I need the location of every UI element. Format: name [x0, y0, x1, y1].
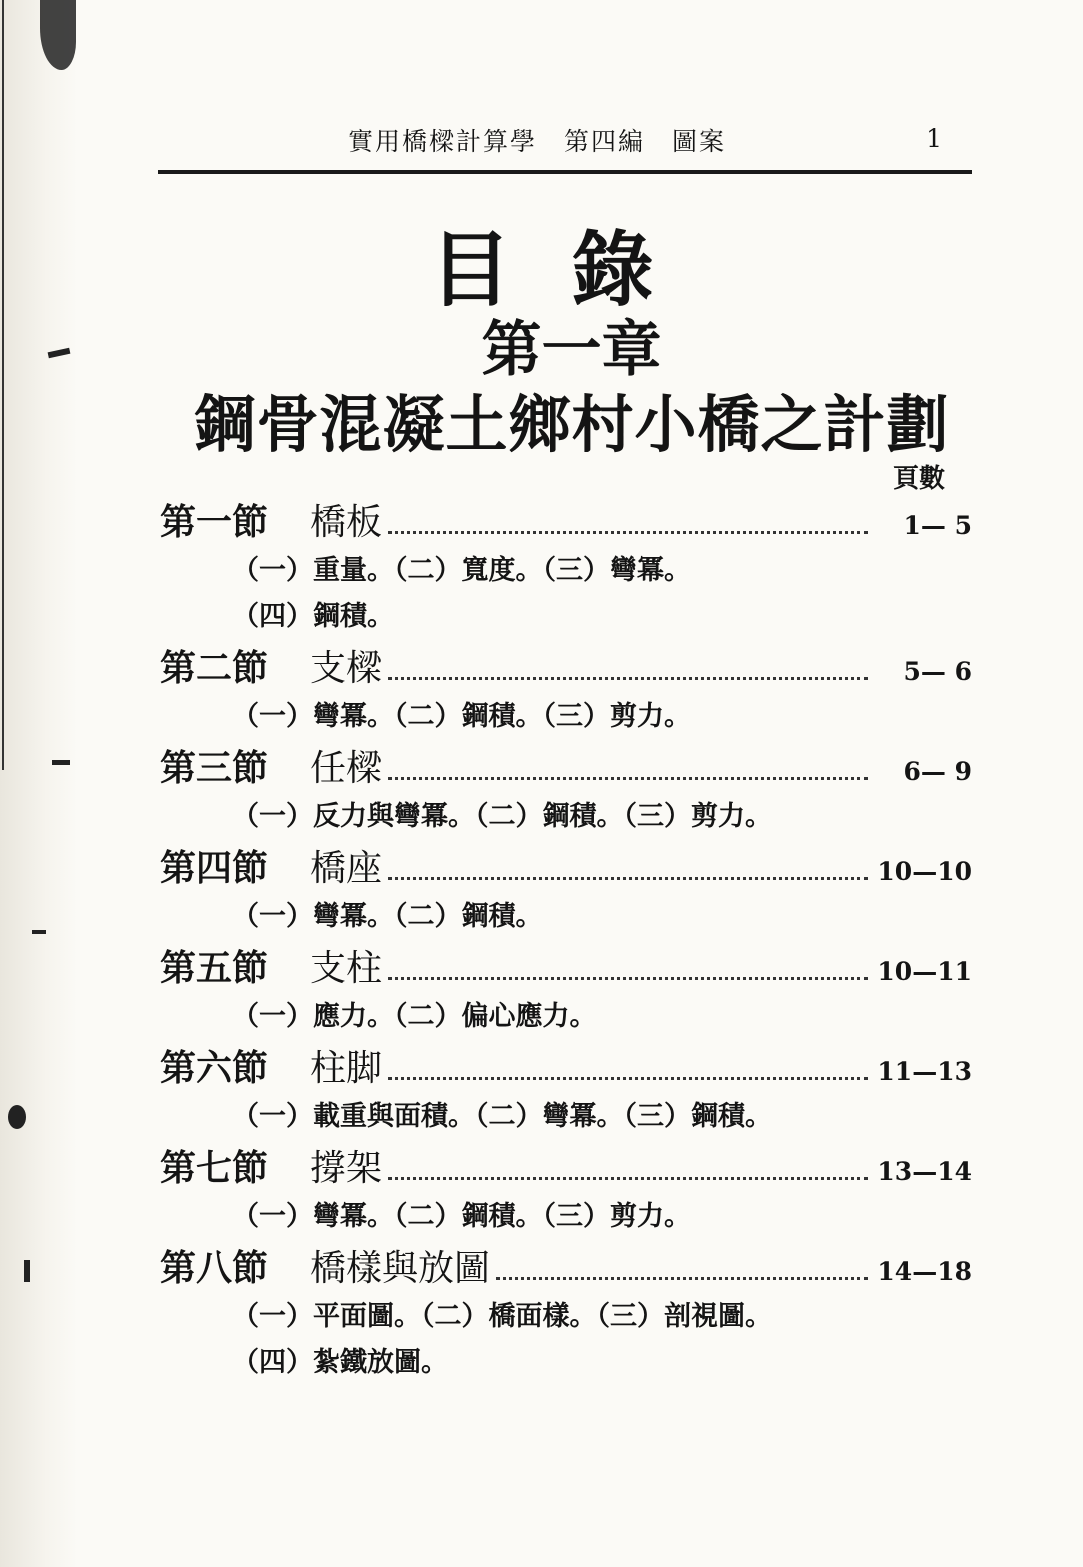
page-range: 14—18: [877, 1257, 972, 1286]
section-name: 橋樣與放圖: [310, 1248, 491, 1289]
toc-section: [160, 1240, 972, 1386]
page-range: 13—14: [877, 1157, 972, 1186]
ink-blot: [24, 1260, 30, 1282]
subsection-line: （一）彎冪。（二）鋼積。（三）剪力。: [232, 1201, 691, 1232]
page-range: 5— 6: [903, 657, 972, 686]
toc-section: [160, 494, 972, 640]
chapter-heading: 第一章: [481, 315, 662, 385]
toc-section: [160, 840, 972, 940]
toc-section-row[interactable]: [160, 640, 972, 694]
section-name: 柱脚: [310, 1048, 383, 1089]
section-name: 任樑: [310, 748, 383, 789]
toc-section: [160, 640, 972, 740]
subsection-line: （一）彎冪。（二）鋼積。: [232, 901, 543, 932]
section-number: 第二節: [160, 647, 269, 689]
section-name: 支柱: [310, 948, 383, 989]
subsection-line: （一）重量。（二）寬度。（三）彎冪。: [232, 555, 691, 586]
page-range: 6— 9: [903, 757, 972, 786]
toc-section: [160, 740, 972, 840]
toc-section-row[interactable]: [160, 740, 972, 794]
section-number: 第六節: [160, 1047, 269, 1089]
dot-leader: [388, 977, 868, 980]
toc-section-row[interactable]: [160, 1140, 972, 1194]
section-number: 第三節: [160, 747, 269, 789]
subsection-line: （一）載重與面積。（二）彎冪。（三）鋼積。: [232, 1101, 772, 1132]
subsection-line: （一）反力與彎冪。（二）鋼積。（三）剪力。: [232, 801, 772, 832]
section-name: 橋座: [310, 848, 383, 889]
dot-leader: [388, 1077, 868, 1080]
subsection-line: （一）彎冪。（二）鋼積。（三）剪力。: [232, 701, 691, 732]
section-name: 撐架: [310, 1148, 383, 1189]
running-title: 實用橋樑計算學 第四編 圖案: [348, 127, 727, 156]
toc-section-row[interactable]: [160, 1040, 972, 1094]
ink-blot: [52, 760, 70, 765]
section-number: 第四節: [160, 847, 269, 889]
page-number: 1: [926, 124, 942, 153]
section-name: 支樑: [310, 648, 383, 689]
header-rule: [158, 170, 972, 174]
ink-blot: [32, 930, 46, 934]
toc-section-row[interactable]: [160, 940, 972, 994]
toc-section: [160, 1040, 972, 1140]
subsection-line: （一）平面圖。（二）橋面樣。（三）剖視圖。: [232, 1301, 772, 1332]
dot-leader: [388, 777, 868, 780]
pages-column-label: 頁數: [893, 464, 946, 494]
page-title: 目錄: [429, 223, 714, 318]
dot-leader: [388, 877, 868, 880]
ink-blot: [8, 1105, 26, 1129]
subsection-line: （四）鋼積。: [232, 601, 394, 632]
section-number: 第一節: [160, 501, 269, 543]
toc-section-row[interactable]: [160, 840, 972, 894]
subsection-line: （四）紮鐵放圖。: [232, 1347, 448, 1378]
page-range: 1— 5: [903, 511, 972, 540]
section-number: 第五節: [160, 947, 269, 989]
dot-leader: [388, 1177, 868, 1180]
page-range: 10—10: [877, 857, 972, 886]
subsection-line: （一）應力。（二）偏心應力。: [232, 1001, 597, 1032]
section-name: 橋板: [310, 502, 383, 543]
dot-leader: [496, 1277, 868, 1280]
toc-section-row[interactable]: [160, 494, 972, 548]
page-range: 11—13: [877, 1057, 972, 1086]
page-header: [158, 120, 970, 160]
toc-section: [160, 1140, 972, 1240]
page-range: 10—11: [877, 957, 972, 986]
dot-leader: [388, 677, 868, 680]
dot-leader: [388, 531, 868, 534]
section-number: 第七節: [160, 1147, 269, 1189]
table-of-contents: [160, 494, 972, 1386]
chapter-title: 鋼骨混凝土鄉村小橋之計劃: [193, 388, 950, 461]
section-number: 第八節: [160, 1247, 269, 1289]
toc-section-row[interactable]: [160, 1240, 972, 1294]
toc-section: [160, 940, 972, 1040]
